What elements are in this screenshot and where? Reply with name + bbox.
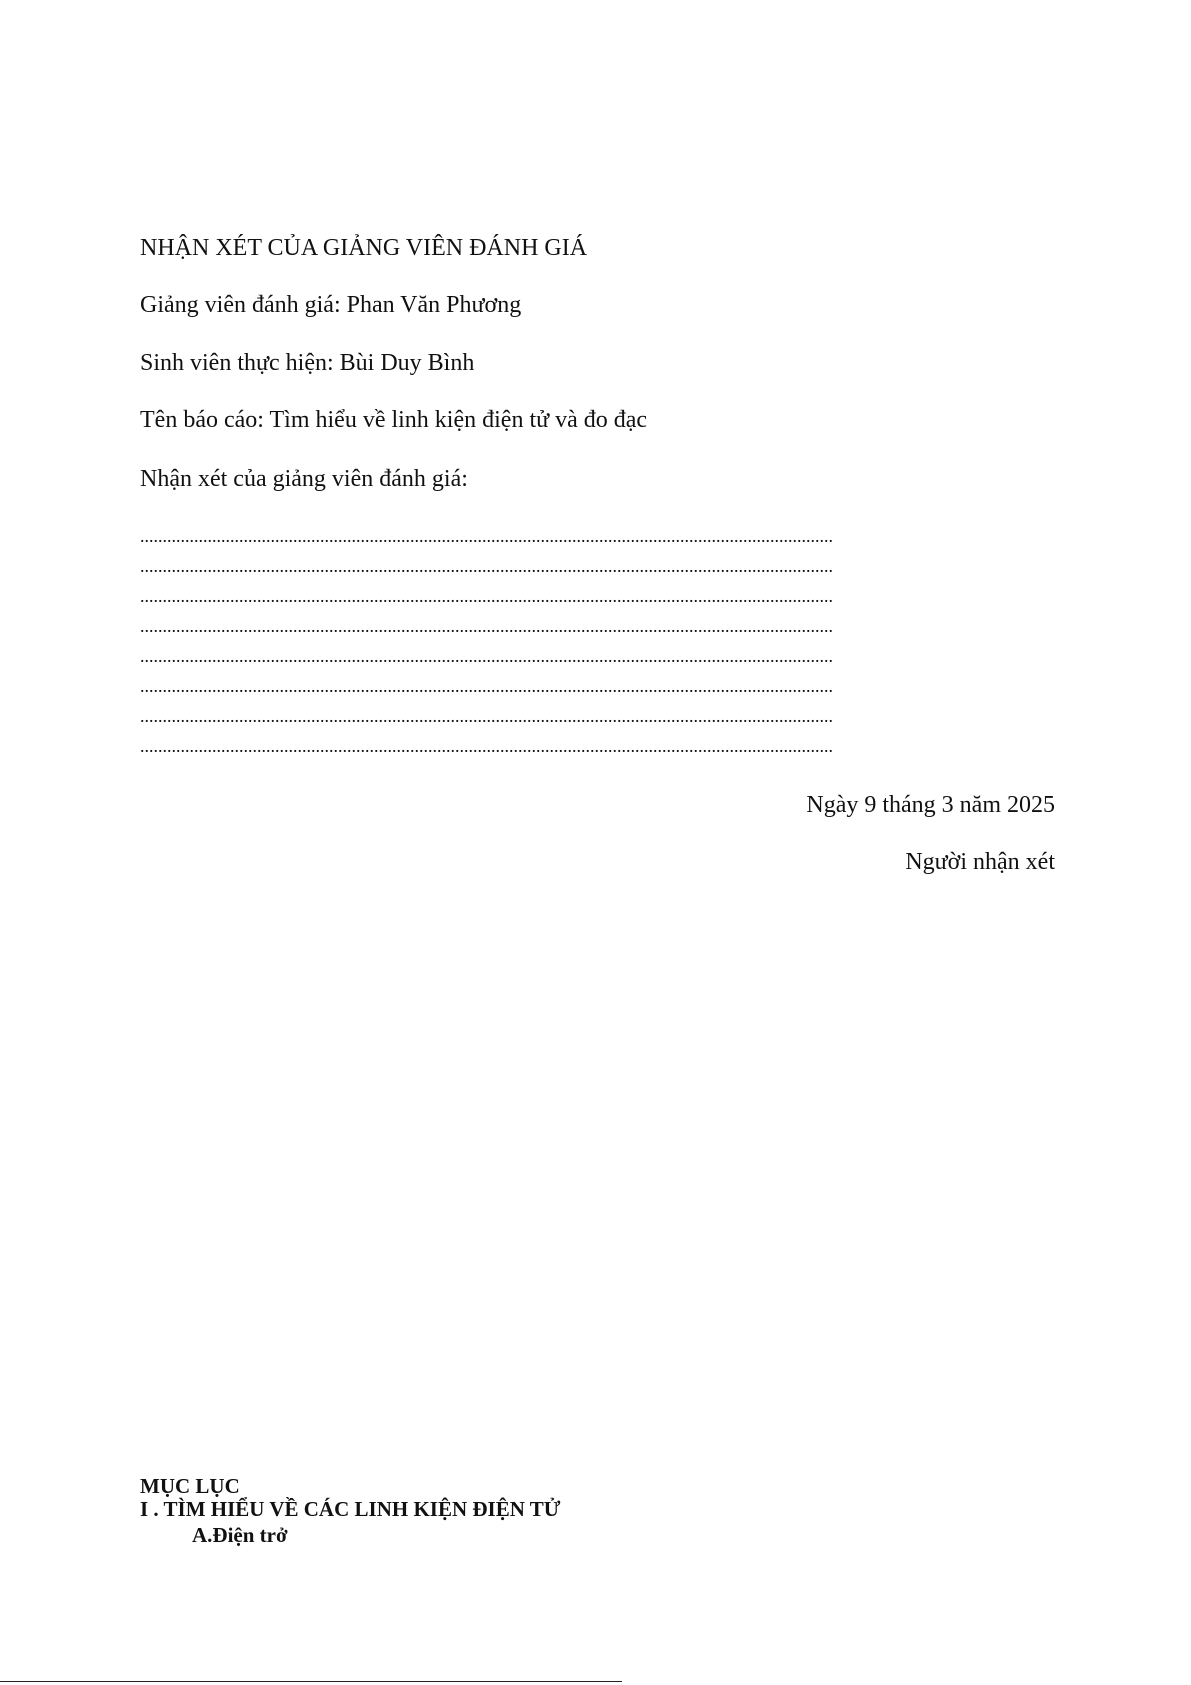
evaluation-date: Ngày 9 tháng 3 năm 2025 [806, 792, 1055, 818]
lecturer-line: Giảng viên đánh giá: Phan Văn Phương [140, 292, 522, 318]
comment-label: Nhận xét của giảng viên đánh giá: [140, 466, 468, 492]
signer-label: Người nhận xét [905, 849, 1055, 875]
comment-dotted-line: .......................................................................................................................................................... [140, 526, 833, 546]
toc-heading: MỤC LỤC [140, 1474, 240, 1498]
comment-dotted-line: .......................................................................................................................................................... [140, 676, 833, 696]
footer-rule [0, 1681, 600, 1682]
comment-dotted-line: .......................................................................................................................................................... [140, 586, 833, 606]
comment-dotted-line: .......................................................................................................................................................... [140, 556, 833, 576]
comment-dotted-line: .......................................................................................................................................................... [140, 616, 833, 636]
comment-dotted-line: .......................................................................................................................................................... [140, 646, 833, 666]
toc-section-1: I . TÌM HIỂU VỀ CÁC LINH KIỆN ĐIỆN TỬ [140, 1497, 561, 1521]
comment-dotted-line: .......................................................................................................................................................... [140, 706, 833, 726]
student-line: Sinh viên thực hiện: Bùi Duy Bình [140, 350, 475, 376]
evaluation-heading: NHẬN XÉT CỦA GIẢNG VIÊN ĐÁNH GIÁ [140, 235, 588, 261]
toc-section-1-a: A.Điện trở [192, 1523, 288, 1547]
report-title-line: Tên báo cáo: Tìm hiểu về linh kiện điện tử và đo đạc [140, 407, 648, 433]
footer-rule-segment [598, 1681, 622, 1682]
comment-dotted-line: .......................................................................................................................................................... [140, 736, 833, 756]
